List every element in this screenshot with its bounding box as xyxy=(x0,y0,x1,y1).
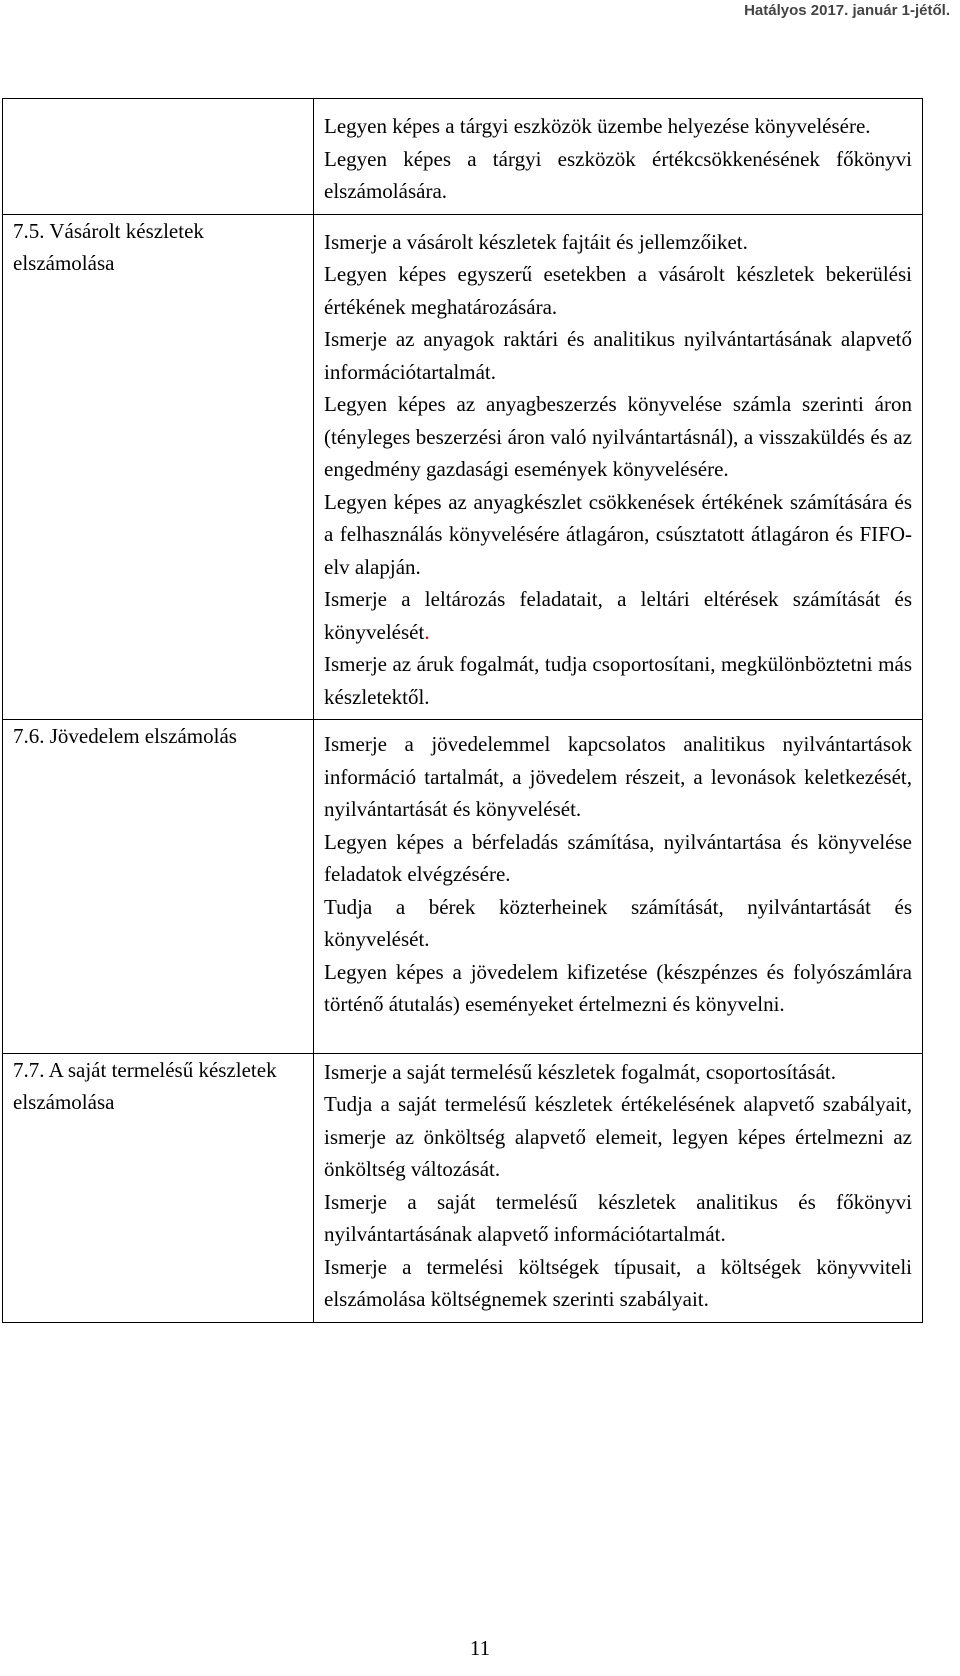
topic-cell xyxy=(3,99,314,215)
requirement-text: Legyen képes az anyagbeszerzés könyvelése számla szerinti áron (tényleges beszerzési áron való nyilvántartásnál), a visszaküldés és az engedmény gazdasági események könyvelésére. xyxy=(324,392,912,481)
requirement-text: Legyen képes egyszerű esetekben a vásárolt készletek bekerülési értékének meghatározására. xyxy=(324,262,912,319)
table-row xyxy=(3,1053,923,1322)
requirement-text: Tudja a bérek közterheinek számítását, nyilvántartását és könyvelését. xyxy=(324,894,912,951)
requirement-text-part: Ismerje a leltározás feladatait, a leltári eltérések számítását és könyvelését xyxy=(324,587,912,644)
requirement-text xyxy=(324,583,912,648)
requirement-text: Ismerje a vásárolt készletek fajtáit és jellemzőiket. xyxy=(324,229,748,254)
requirement-text: Legyen képes a tárgyi eszközök értékcsökkenésének főkönyvi elszámolására. xyxy=(324,146,912,203)
topic-cell: 7.6. Jövedelem elszámolás xyxy=(3,720,314,1054)
topic-cell: 7.7. A saját termelésű készletek elszámolása xyxy=(3,1053,314,1322)
table-row xyxy=(3,99,923,215)
requirement-text: Legyen képes a tárgyi eszközök üzembe helyezése könyvelésére. xyxy=(324,114,871,138)
page-number: 11 xyxy=(469,1636,491,1660)
requirements-cell xyxy=(314,720,923,1054)
effective-date-header: Hatályos 2017. január 1-jétől. xyxy=(744,2,950,19)
curriculum-table xyxy=(2,98,923,1323)
requirement-text: Legyen képes a bérfeladás számítása, nyilvántartása és könyvelése feladatok elvégzésére. xyxy=(324,829,912,886)
topic-cell: 7.5. Vásárolt készletek elszámolása xyxy=(3,214,314,720)
requirement-text: Ismerje az anyagok raktári és analitikus nyilvántartásának alapvető információtartalmát. xyxy=(324,327,912,384)
requirement-text: Ismerje az áruk fogalmát, tudja csoportosítani, megkülönböztetni más készletektől. xyxy=(324,652,912,709)
table-row xyxy=(3,214,923,720)
requirement-text: Tudja a saját termelésű készletek értékelésének alapvető szabályait, ismerje az önköltség alapvető elemeit, legyen képes értelmezni az önköltség változását. xyxy=(324,1092,912,1181)
requirement-text: Ismerje a termelési költségek típusait, a költségek könyvviteli elszámolása költségnemek szerinti szabályait. xyxy=(324,1254,912,1311)
requirement-text: Ismerje a jövedelemmel kapcsolatos analitikus nyilvántartások információ tartalmát, a jövedelem részeit, a levonások keletkezését, nyilvántartását és könyvelését. xyxy=(324,732,912,821)
requirements-cell xyxy=(314,214,923,720)
red-period: . xyxy=(424,619,430,644)
requirement-text: Legyen képes a jövedelem kifizetése (készpénzes és folyószámlára történő átutalás) eseményeket értelmezni és könyvelni. xyxy=(324,959,912,1016)
requirements-cell xyxy=(314,1053,923,1322)
requirement-text: Ismerje a saját termelésű készletek analitikus és főkönyvi nyilvántartásának alapvető információtartalmát. xyxy=(324,1189,912,1246)
requirement-text: Ismerje a saját termelésű készletek fogalmát, csoportosítását. xyxy=(324,1059,836,1084)
requirements-cell xyxy=(314,99,923,215)
requirement-text: Legyen képes az anyagkészlet csökkenések értékének számítására és a felhasználás könyvelésére átlagáron, csúsztatott átlagáron és FIFO- elv alapján. xyxy=(324,489,912,579)
table-row xyxy=(3,720,923,1054)
